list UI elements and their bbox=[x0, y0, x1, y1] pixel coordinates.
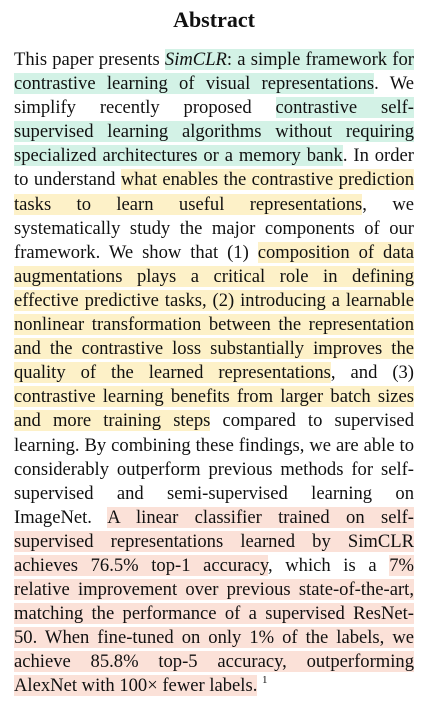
highlight-pink-span: 7% relative improvement over previous state-of-the-art, matching the performance of a supervised ResNet-50. When fine-tuned on only 1% of the labels, we achieve 85.8% top-5 accuracy, outperforming AlexNet with 100× fewer labels. bbox=[14, 554, 414, 697]
highlight-green-span: : a simple framework for contrastive learning of visual representations bbox=[14, 49, 414, 95]
plain-text-span: . We simplify recently proposed bbox=[14, 73, 415, 119]
highlight-yellow-span: , (2) introducing a learnable nonlinear transformation between the representation and the contrastive loss substantially improves the quality of the learned representations bbox=[14, 289, 414, 384]
abstract-heading: Abstract bbox=[173, 7, 255, 32]
highlight-yellow-span: composition of data augmentations plays a critical role in defining effective predictive tasks bbox=[14, 241, 414, 311]
footnote-marker: 1 bbox=[262, 674, 268, 687]
plain-text-span: compared to supervised learning. By combining these findings, we are able to considerably outperform previous methods for self-supervised and semi-supervised learning on ImageNet. bbox=[14, 410, 414, 528]
highlight-yellow-span: contrastive learning benefits from larger batch sizes and more training steps bbox=[14, 386, 414, 432]
plain-text-span: . In order to understand bbox=[14, 145, 414, 191]
plain-text-span: , which is a bbox=[267, 554, 390, 576]
abstract-body bbox=[14, 48, 414, 699]
plain-text-span: This paper presents bbox=[14, 49, 165, 70]
plain-text-span: , and (3) bbox=[330, 362, 414, 384]
highlight-yellow-span: what enables the contrastive prediction tasks to learn useful representations bbox=[14, 169, 414, 215]
plain-text-span: , we systematically study the major components of our framework. We show that (1) bbox=[14, 193, 414, 263]
highlight-pink-span: A linear classifier trained on self-supervised representations learned by SimCLR achieves 76.5% top-1 accuracy bbox=[14, 506, 415, 576]
highlight-green-span: contrastive self-supervised learning algorithms without requiring specialized architectures or a memory bank bbox=[14, 97, 414, 167]
highlight-green-span: SimCLR bbox=[164, 49, 227, 70]
